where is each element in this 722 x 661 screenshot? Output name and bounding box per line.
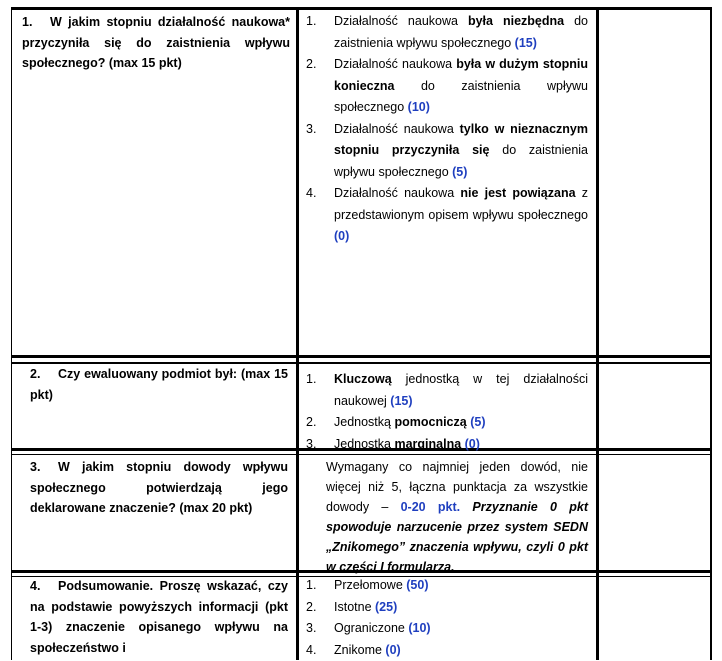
option-item: 4. Znikome (0) (306, 640, 588, 661)
option-item: 1. Kluczową jednostką w tej działalności naukowej (15) (306, 369, 588, 412)
option-item: 2. Działalność naukowa była w dużym stopniu konieczna do zaistnienia wpływu społecznego (10) (306, 54, 588, 119)
option-item: 2. Istotne (25) (306, 597, 588, 619)
border-right (710, 7, 712, 660)
question-2: 2. Czy ewaluowany podmiot był: (max 15 pkt) (30, 364, 288, 405)
question-3: 3. W jakim stopniu dowody wpływu społecznego potwierdzają jego deklarowane znaczenie? (max 20 pkt) (30, 457, 288, 519)
options-2 (306, 369, 588, 455)
options-4 (306, 575, 588, 661)
options-1 (306, 11, 588, 248)
option-item: 3. Ograniczone (10) (306, 618, 588, 640)
option-item: 1. Przełomowe (50) (306, 575, 588, 597)
option-item: 4. Działalność naukowa nie jest powiązana z przedstawionym opisem wpływu społecznego (0) (306, 183, 588, 248)
row-divider-1 (11, 355, 712, 358)
question-4: 4. Podsumowanie. Proszę wskazać, czy na podstawie powyższych informacji (pkt 1-3) znaczenie opisanego wpływu na społeczeństwo i (30, 576, 288, 658)
option-item: 1. Działalność naukowa była niezbędna do zaistnienia wpływu społecznego (15) (306, 11, 588, 54)
border-middle-right (596, 7, 599, 660)
option-item: 2. Jednostką pomocniczą (5) (306, 412, 588, 434)
border-middle-left (296, 7, 299, 660)
option-item: 3. Jednostką marginalną (0) (306, 434, 588, 456)
option-item: 3. Działalność naukowa tylko w nieznacznym stopniu przyczyniła się do zaistnienia wpływu społecznego (5) (306, 119, 588, 184)
border-top (11, 7, 712, 10)
question-1: 1. W jakim stopniu działalność naukowa* przyczyniła się do zaistnienia wpływu społecznego? (max 15 pkt) (22, 12, 290, 74)
border-left (11, 7, 12, 660)
evidence-note: Wymagany co najmniej jeden dowód, nie więcej niż 5, łączna punktacja za wszystkie dowody – 0-20 pkt. Przyznanie 0 pkt spowoduje narzucenie przez system SEDN „Znikomego” znaczenia wpływu, czyli 0 pkt w części I formularza. (326, 457, 588, 577)
